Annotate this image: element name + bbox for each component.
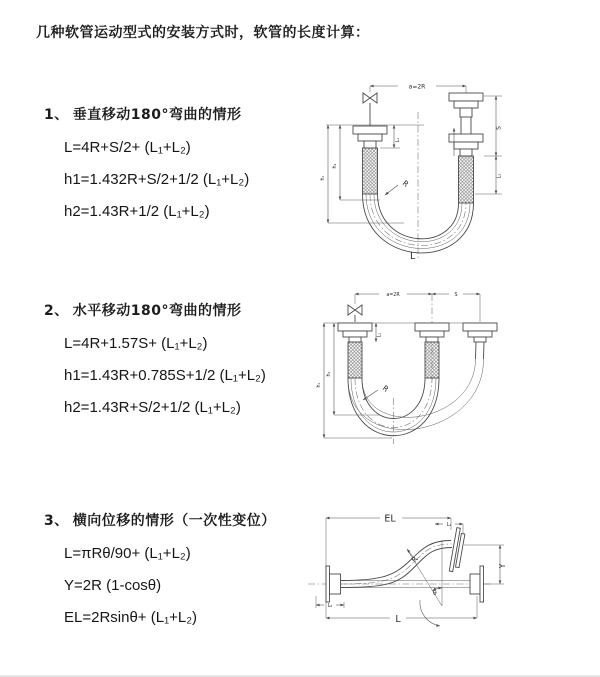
dim-label-a2r: a=2R — [408, 83, 426, 91]
dimension-a2r-s — [355, 292, 480, 380]
left-flange — [326, 566, 341, 602]
dim-label-s: S — [454, 293, 458, 299]
dim-label-a2r: a=2R — [386, 293, 400, 299]
middle-pipe-flange — [415, 323, 449, 378]
radius-label: R — [409, 554, 420, 565]
formula-line: Y=2R (1-cosθ) — [64, 577, 162, 594]
dim-label-h1: h₁ — [317, 382, 322, 388]
formula-line: h1=1.43R+0.785S+1/2 (L₁+L₂) — [64, 367, 266, 384]
formula-line: L=πRθ/90+ (L₁+L₂) — [64, 545, 191, 562]
left-pipe-flange — [338, 323, 372, 378]
dim-label-l1: L₁ — [377, 332, 383, 338]
right-pipe-flange — [463, 323, 497, 359]
dimension-el — [326, 514, 451, 619]
section-1-heading — [44, 104, 324, 124]
dim-label-h1: h₁ — [321, 175, 326, 181]
radius-label: R — [400, 178, 411, 189]
radius-callout — [407, 540, 442, 626]
formula-line: h1=1.432R+S/2+1/2 (L₁+L₂) — [64, 171, 250, 188]
radius-callout — [363, 383, 390, 400]
dimension-s-l2 — [475, 96, 503, 194]
section-2-title: 水平移动180°弯曲的情形 — [72, 303, 242, 319]
formula-line: L=4R+S/2+ (L₁+L₂) — [64, 139, 191, 156]
section-1-title: 垂直移动180°弯曲的情形 — [72, 107, 242, 123]
dim-label-l: L — [395, 613, 401, 625]
dim-label-h2: h₂ — [333, 163, 338, 169]
dim-label-y: Y — [498, 563, 507, 569]
section-3-heading — [44, 510, 324, 530]
dim-label-h2: h₂ — [327, 371, 332, 377]
section-1-number: 1、 — [44, 107, 69, 123]
section-3-number: 3、 — [44, 513, 69, 529]
u-bend-hose-position2 — [348, 359, 484, 430]
valve-icon — [348, 294, 362, 322]
angle-label: θ — [433, 590, 437, 597]
diagram-vertical-180-bend — [306, 66, 598, 262]
section-2-heading — [44, 300, 324, 320]
dimension-l1 — [376, 323, 383, 342]
dim-label-el: EL — [384, 513, 396, 525]
formula-line: EL=2Rsinθ+ (L₁+L₂) — [64, 609, 198, 626]
diagram-lateral-displacement — [294, 500, 598, 658]
braided-hose-section — [459, 156, 474, 203]
formula-line: h2=1.43R+1/2 (L₁+L₂) — [64, 203, 210, 220]
diagram-horizontal-180-bend — [300, 280, 500, 452]
right-pipe-flanges — [449, 86, 483, 203]
dim-label-l2: L₂ — [327, 604, 333, 610]
dim-label-l1: L₁ — [396, 137, 401, 143]
dimension-l — [326, 596, 477, 625]
dimension-a2r — [370, 83, 466, 90]
braided-hose-section — [363, 148, 378, 194]
section-2-number: 2、 — [44, 303, 69, 319]
section-1 — [44, 104, 324, 228]
length-label: L — [410, 251, 416, 262]
braided-hose-section — [425, 342, 439, 378]
section-3 — [44, 510, 324, 634]
formula-line: L=4R+1.57S+ (L₁+L₂) — [64, 335, 208, 352]
page-title: 几种软管运动型式的安装方式时，软管的长度计算： — [36, 25, 370, 41]
dim-label-l2: L₂ — [497, 173, 503, 179]
section-3-title: 横向位移的情形（一次性变位） — [72, 513, 276, 529]
upper-flange — [449, 528, 466, 573]
radius-callout — [385, 178, 410, 195]
formula-line: h2=1.43R+S/2+1/2 (L₁+L₂) — [64, 399, 241, 416]
valve-icon — [363, 86, 377, 126]
radius-label: R — [380, 383, 391, 394]
dimension-l2 — [316, 596, 344, 609]
dim-label-l1: L₁ — [446, 523, 452, 529]
left-pipe-flange — [353, 126, 387, 194]
section-2 — [44, 300, 324, 424]
dim-label-s: S — [495, 126, 503, 130]
braided-hose-section — [348, 342, 362, 378]
